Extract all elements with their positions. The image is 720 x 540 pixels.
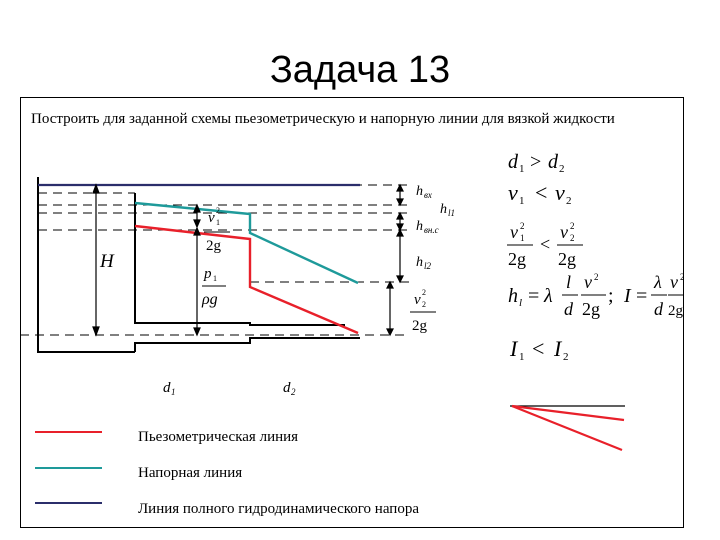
svg-text:2: 2 xyxy=(559,163,565,175)
svg-text:2: 2 xyxy=(570,233,575,243)
svg-text:=: = xyxy=(528,285,540,307)
svg-text:d: d xyxy=(654,299,663,319)
svg-text:1: 1 xyxy=(519,351,525,363)
svg-text:;: ; xyxy=(608,285,614,307)
label-d1: d xyxy=(163,380,171,396)
svg-text:2g: 2g xyxy=(582,299,600,319)
formula-I1: I xyxy=(510,336,518,361)
label-h-l2-sub: l2 xyxy=(424,261,432,271)
legend-label-total-head: Линия полного гидродинамического напора xyxy=(138,501,419,517)
label-p1-sub: 1 xyxy=(213,274,217,283)
pressure-line xyxy=(135,203,358,283)
svg-text:1: 1 xyxy=(519,163,525,175)
label-rho-g: ρg xyxy=(202,291,218,308)
svg-text:v: v xyxy=(670,272,678,292)
formula-d1: d xyxy=(508,151,518,173)
label-H: H xyxy=(100,251,114,272)
label-v2: v xyxy=(414,292,421,308)
formula-v1: v xyxy=(508,180,518,205)
label-v1-sub: 1 xyxy=(216,218,220,227)
label-h-l1: h xyxy=(440,202,447,217)
svg-text:2g: 2g xyxy=(508,249,526,269)
svg-text:v: v xyxy=(555,180,565,205)
legend xyxy=(35,432,102,503)
svg-text:2: 2 xyxy=(563,351,569,363)
legend-label-pressure: Напорная линия xyxy=(138,465,243,481)
svg-text:2: 2 xyxy=(594,272,599,282)
label-v1: v xyxy=(208,210,215,226)
svg-text:2: 2 xyxy=(570,221,575,231)
label-d2: d xyxy=(283,380,291,396)
svg-text:d: d xyxy=(564,299,573,319)
svg-text:v: v xyxy=(584,272,592,292)
dimension-arrows xyxy=(93,185,403,335)
label-v1-sq: 2 xyxy=(216,206,220,215)
formula-gt: > xyxy=(530,151,542,173)
svg-text:2: 2 xyxy=(566,195,572,207)
svg-text:1: 1 xyxy=(520,233,525,243)
label-d1-sub: 1 xyxy=(171,387,176,397)
label-d2-sub: 2 xyxy=(291,387,296,397)
formula-block xyxy=(507,151,685,363)
svg-text:1: 1 xyxy=(519,195,525,207)
formula-v2sq: v xyxy=(560,222,568,242)
svg-text:2g: 2g xyxy=(558,249,576,269)
svg-text:I: I xyxy=(624,285,631,307)
reservoir-wall xyxy=(38,177,135,352)
svg-text:l: l xyxy=(519,297,523,309)
pipe-bottom xyxy=(135,338,360,352)
svg-text:d: d xyxy=(548,151,558,173)
label-h-l2: h xyxy=(416,255,423,270)
svg-text:2g: 2g xyxy=(668,303,683,319)
formula-lt: < xyxy=(535,180,548,205)
formula-hl: h xyxy=(508,285,518,307)
svg-text:l: l xyxy=(566,272,572,292)
svg-text:=: = xyxy=(636,285,648,307)
legend-label-piezometric: Пьезометрическая линия xyxy=(138,429,299,445)
label-v1-2g: 2g xyxy=(206,238,221,254)
label-h-vx-sub: вх xyxy=(424,190,432,200)
svg-text:<: < xyxy=(532,336,545,361)
piezometric-line xyxy=(135,226,358,333)
label-v2-sub: 2 xyxy=(422,300,426,309)
label-h-vn-sub: вн.с xyxy=(424,225,439,235)
svg-text:λ: λ xyxy=(544,285,553,307)
reference-dashes xyxy=(20,185,410,335)
svg-text:λ: λ xyxy=(654,272,662,292)
slope-sketch xyxy=(510,406,625,450)
label-v2-sq: 2 xyxy=(422,288,426,297)
svg-text:2: 2 xyxy=(520,221,525,231)
slide-title: Задача 13 xyxy=(269,49,451,91)
label-h-vx: h xyxy=(416,184,423,199)
svg-text:2: 2 xyxy=(680,272,685,282)
formula-v1sq: v xyxy=(510,222,518,242)
svg-text:<: < xyxy=(540,234,551,254)
svg-text:I: I xyxy=(554,336,562,361)
label-p1: p xyxy=(204,266,212,282)
reservoir-and-pipes xyxy=(38,177,360,352)
label-v2-2g: 2g xyxy=(412,318,427,334)
label-h-l1-sub: l1 xyxy=(448,208,456,218)
task-statement: Построить для заданной схемы пьезометрическую и напорную линии для вязкой жидкости xyxy=(31,111,615,127)
label-h-vn: h xyxy=(416,219,423,234)
